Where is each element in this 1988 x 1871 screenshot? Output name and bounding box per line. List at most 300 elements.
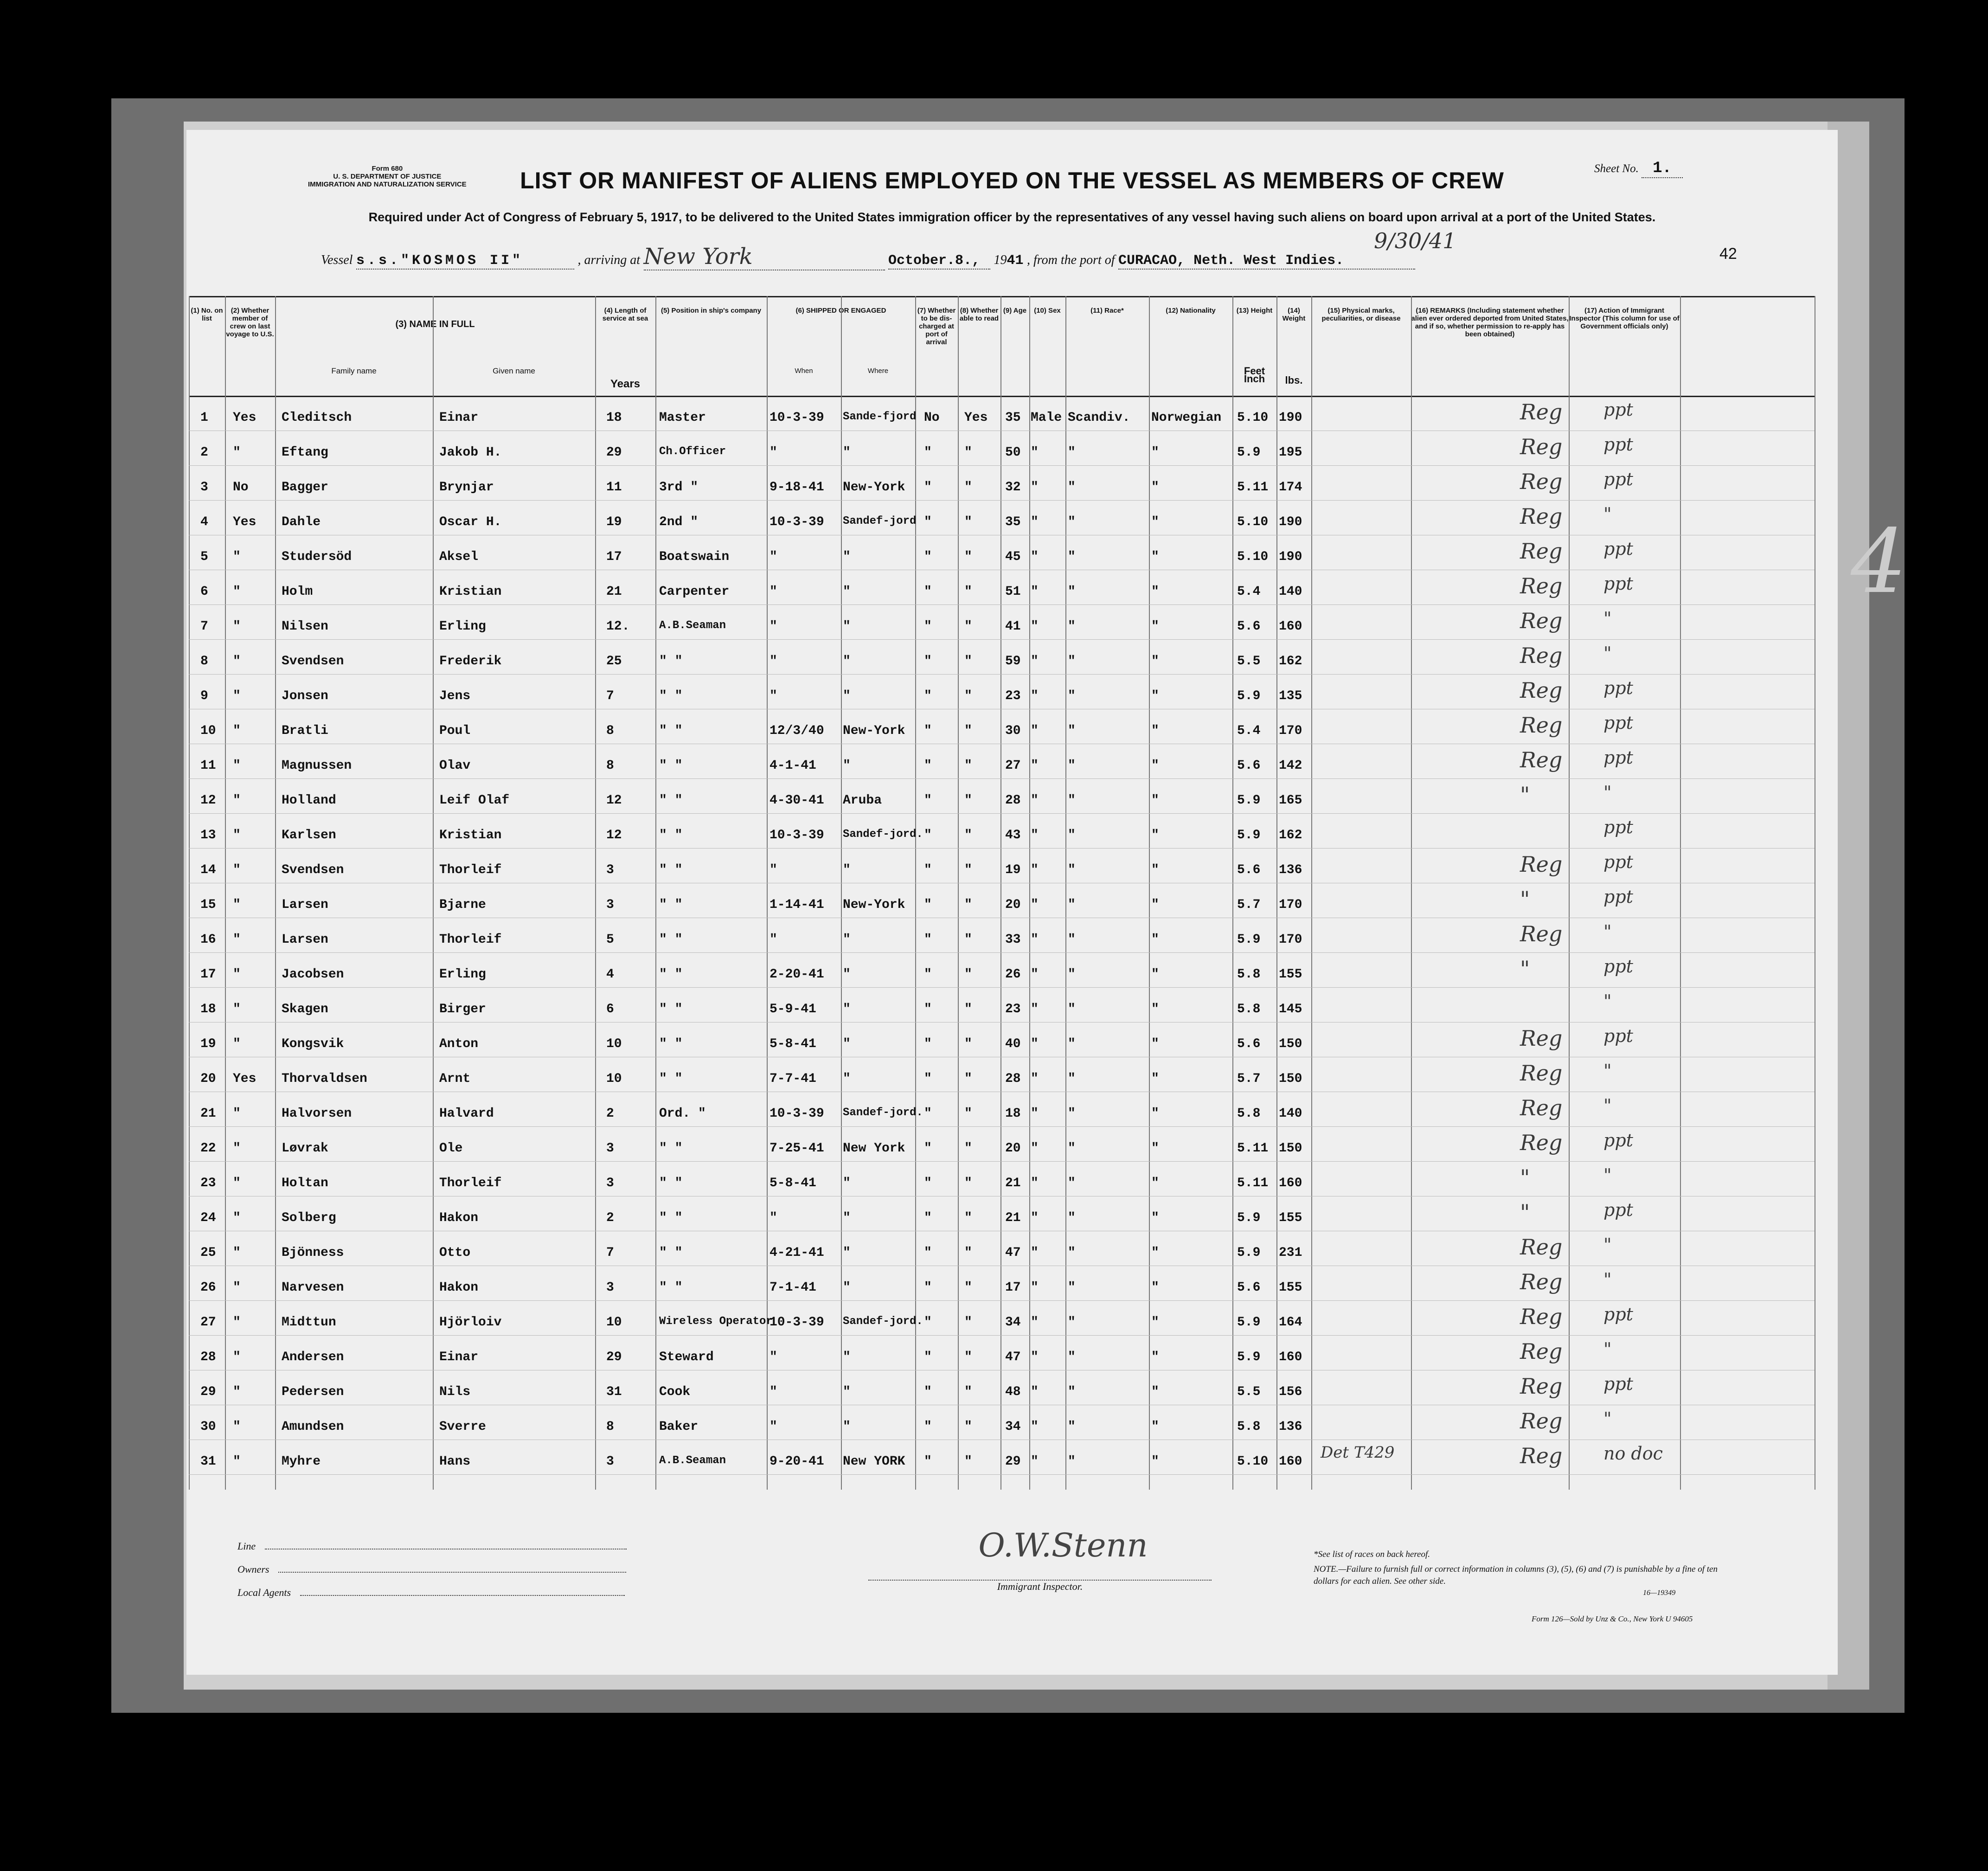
cell-weight: 164 (1279, 1315, 1302, 1330)
agents-field: Local Agents (237, 1587, 625, 1599)
department: U. S. DEPARTMENT OF JUSTICE (333, 173, 442, 180)
cell-given-name: Otto (439, 1246, 471, 1260)
table-row (189, 1300, 1815, 1336)
table-row (189, 1022, 1815, 1057)
cell-years-service: 11 (606, 480, 622, 495)
cell-able-to-read: " (964, 689, 972, 703)
cell-race: " (1068, 1385, 1076, 1399)
cell-weight: 162 (1279, 828, 1302, 842)
cell-height: 5.5 (1237, 654, 1261, 669)
cell-discharged: " (924, 550, 932, 564)
cell-nationality: " (1151, 619, 1159, 634)
cell-years-service: 18 (606, 411, 622, 425)
table-row (189, 1335, 1815, 1370)
cell-race: " (1068, 828, 1076, 842)
cell-shipped-where: " (843, 1385, 851, 1399)
cell-years-service: 31 (606, 1385, 622, 1399)
cell-inspector-action: ppt (1603, 399, 1633, 420)
cell-position: Wireless Operator (659, 1315, 773, 1328)
cell-row-number: 26 (200, 1280, 216, 1295)
cell-shipped-where: " (843, 689, 851, 703)
cell-able-to-read: " (964, 445, 972, 460)
cell-row-number: 31 (200, 1454, 216, 1469)
cell-nationality: " (1151, 1385, 1159, 1399)
cell-shipped-when: 4-1-41 (770, 759, 816, 773)
cell-height: 5.6 (1237, 1037, 1261, 1051)
cell-remarks: " (1520, 887, 1530, 912)
cell-years-service: 21 (606, 585, 622, 599)
cell-family-name: Halvorsen (282, 1106, 352, 1121)
cell-position: " " (659, 759, 683, 773)
table-row (189, 744, 1815, 779)
col-header-where: Where (867, 367, 889, 375)
cell-race: " (1068, 1141, 1076, 1156)
cell-sex: " (1031, 898, 1039, 912)
cell-given-name: Jens (439, 689, 471, 703)
cell-discharged: " (924, 759, 932, 773)
cell-position: Boatswain (659, 550, 730, 564)
cell-position: Cook (659, 1385, 691, 1399)
cell-position: " " (659, 932, 683, 947)
cell-able-to-read: " (964, 828, 972, 842)
cell-weight: 190 (1279, 550, 1302, 564)
cell-family-name: Svendsen (282, 654, 344, 669)
cell-remarks: Reg (1520, 1130, 1563, 1155)
cell-given-name: Ole (439, 1141, 463, 1156)
col-header-shipped: (6) SHIPPED OR ENGAGED (795, 307, 886, 315)
cell-nationality: Norwegian (1151, 411, 1222, 425)
cell-nationality: " (1151, 689, 1159, 703)
cell-nationality: " (1151, 515, 1159, 529)
cell-row-number: 23 (200, 1176, 216, 1190)
cell-previous-voyage: " (233, 1385, 241, 1399)
cell-row-number: 4 (200, 515, 208, 529)
cell-able-to-read: " (964, 480, 972, 495)
cell-row-number: 5 (200, 550, 208, 564)
cell-shipped-where: " (843, 932, 851, 947)
cell-given-name: Hjörloiv (439, 1315, 502, 1330)
cell-inspector-action: ppt (1603, 539, 1633, 559)
cell-family-name: Studersöd (282, 550, 352, 564)
cell-age: 47 (1005, 1350, 1021, 1364)
cell-sex: " (1031, 515, 1039, 529)
cell-nationality: " (1151, 1454, 1159, 1469)
cell-height: 5.9 (1237, 1315, 1261, 1330)
cell-inspector-action: ppt (1603, 747, 1633, 768)
cell-shipped-when: " (770, 1385, 777, 1399)
cell-previous-voyage: " (233, 759, 241, 773)
cell-family-name: Andersen (282, 1350, 344, 1364)
cell-remarks: Reg (1520, 399, 1563, 424)
cell-remarks: Reg (1520, 1374, 1563, 1399)
cell-discharged: " (924, 828, 932, 842)
cell-position: " " (659, 828, 683, 842)
cell-shipped-when: 7-1-41 (770, 1280, 816, 1295)
cell-age: 21 (1005, 1211, 1021, 1225)
cell-shipped-where: " (843, 1072, 851, 1086)
cell-able-to-read: " (964, 1072, 972, 1086)
cell-able-to-read: " (964, 1106, 972, 1121)
cell-shipped-when: 10-3-39 (770, 828, 824, 842)
cell-height: 5.7 (1237, 898, 1261, 912)
cell-age: 28 (1005, 1072, 1021, 1086)
cell-nationality: " (1151, 1002, 1159, 1016)
cell-height: 5.9 (1237, 1246, 1261, 1260)
cell-sex: " (1031, 1385, 1039, 1399)
cell-discharged: " (924, 1002, 932, 1016)
cell-row-number: 8 (200, 654, 208, 669)
cell-remarks: Reg (1520, 921, 1563, 946)
cell-family-name: Karlsen (282, 828, 336, 842)
cell-row-number: 10 (200, 724, 216, 738)
cell-height: 5.10 (1237, 550, 1269, 564)
cell-given-name: Brynjar (439, 480, 494, 495)
cell-shipped-when: " (770, 585, 777, 599)
cell-nationality: " (1151, 1280, 1159, 1295)
cell-previous-voyage: " (233, 828, 241, 842)
cell-able-to-read: " (964, 550, 972, 564)
cell-height: 5.8 (1237, 967, 1261, 982)
table-row (189, 709, 1815, 744)
col-header-remarks: (16) REMARKS (Including statement whether alien ever ordered deported from United States, and if so, whether permission to re-apply has been obtained) (1411, 307, 1569, 338)
table-row (189, 813, 1815, 849)
cell-previous-voyage: " (233, 967, 241, 982)
cell-discharged: " (924, 480, 932, 495)
cell-given-name: Bjarne (439, 898, 486, 912)
cell-age: 20 (1005, 898, 1021, 912)
races-note: *See list of races on back hereof. (1314, 1550, 1430, 1559)
col-header-age: (9) Age (1003, 307, 1027, 315)
cell-previous-voyage: " (233, 1106, 241, 1121)
cell-shipped-where: " (843, 863, 851, 877)
cell-remarks: Reg (1520, 1408, 1563, 1434)
cell-family-name: Thorvaldsen (282, 1072, 367, 1086)
cell-height: 5.11 (1237, 480, 1269, 495)
cell-height: 5.6 (1237, 1280, 1261, 1295)
cell-family-name: Larsen (282, 898, 328, 912)
document-title: LIST OR MANIFEST OF ALIENS EMPLOYED ON THE VESSEL AS MEMBERS OF CREW (520, 167, 1504, 193)
cell-age: 19 (1005, 863, 1021, 877)
table-row (189, 918, 1815, 953)
cell-discharged: No (924, 411, 940, 425)
cell-family-name: Bratli (282, 724, 328, 738)
table-row (189, 952, 1815, 988)
cell-able-to-read: " (964, 724, 972, 738)
cell-race: Scandiv. (1068, 411, 1130, 425)
cell-age: 23 (1005, 1002, 1021, 1016)
table-row (189, 987, 1815, 1022)
cell-race: " (1068, 1350, 1076, 1364)
cell-years-service: 7 (606, 1246, 614, 1260)
cell-race: " (1068, 1420, 1076, 1434)
cell-family-name: Dahle (282, 515, 321, 529)
cell-shipped-when: 12/3/40 (770, 724, 824, 738)
table-row (189, 883, 1815, 918)
cell-given-name: Thorleif (439, 1176, 502, 1190)
cell-shipped-when: " (770, 654, 777, 669)
cell-family-name: Amundsen (282, 1420, 344, 1434)
cell-shipped-where: New YORK (843, 1454, 905, 1469)
cell-given-name: Hakon (439, 1211, 479, 1225)
cell-inspector-action: " (1603, 1234, 1612, 1255)
cell-row-number: 15 (200, 898, 216, 912)
form-number: Form 680 (372, 165, 403, 173)
cell-shipped-when: 10-3-39 (770, 515, 824, 529)
cell-discharged: " (924, 515, 932, 529)
cell-position: Baker (659, 1420, 699, 1434)
cell-remarks: Reg (1520, 1026, 1563, 1051)
cell-shipped-when: " (770, 550, 777, 564)
cell-discharged: " (924, 898, 932, 912)
cell-remarks: Reg (1520, 1234, 1563, 1260)
cell-previous-voyage: " (233, 1176, 241, 1190)
cell-shipped-when: " (770, 1420, 777, 1434)
arriving-at: New York (644, 244, 885, 270)
cell-sex: " (1031, 550, 1039, 564)
cell-position: " " (659, 1246, 683, 1260)
cell-inspector-action: ppt (1603, 573, 1633, 594)
cell-discharged: " (924, 793, 932, 808)
cell-remarks: " (1520, 1200, 1530, 1225)
cell-nationality: " (1151, 967, 1159, 982)
cell-discharged: " (924, 1385, 932, 1399)
cell-discharged: " (924, 689, 932, 703)
cell-sex: " (1031, 759, 1039, 773)
cell-weight: 142 (1279, 759, 1302, 773)
cell-years-service: 12 (606, 793, 622, 808)
cell-remarks: Reg (1520, 643, 1563, 668)
cell-family-name: Pedersen (282, 1385, 344, 1399)
col-header-family-name: Family name (331, 366, 377, 375)
cell-able-to-read: " (964, 759, 972, 773)
cell-previous-voyage: No (233, 480, 249, 495)
cell-weight: 160 (1279, 1454, 1302, 1469)
cell-shipped-when: " (770, 445, 777, 460)
cell-age: 23 (1005, 689, 1021, 703)
cell-years-service: 10 (606, 1315, 622, 1330)
cell-race: " (1068, 932, 1076, 947)
cell-inspector-action: ppt (1603, 678, 1633, 698)
cell-row-number: 18 (200, 1002, 216, 1016)
cell-height: 5.5 (1237, 1385, 1261, 1399)
cell-age: 28 (1005, 793, 1021, 808)
cell-row-number: 22 (200, 1141, 216, 1156)
cell-nationality: " (1151, 793, 1159, 808)
col-header-height: (13) Height (1236, 307, 1273, 315)
cell-race: " (1068, 654, 1076, 669)
cell-height: 5.7 (1237, 1072, 1261, 1086)
cell-physical-marks: Det T429 (1321, 1443, 1395, 1462)
cell-family-name: Løvrak (282, 1141, 328, 1156)
cell-position: " " (659, 898, 683, 912)
cell-able-to-read: " (964, 1176, 972, 1190)
cell-race: " (1068, 1211, 1076, 1225)
cell-race: " (1068, 1106, 1076, 1121)
cell-nationality: " (1151, 1037, 1159, 1051)
cell-position: " " (659, 967, 683, 982)
col-header-previous-voyage: (2) Whether member of crew on last voyage to U.S. (226, 307, 274, 338)
cell-years-service: 6 (606, 1002, 614, 1016)
cell-inspector-action: ppt (1603, 434, 1633, 455)
cell-nationality: " (1151, 1106, 1159, 1121)
cell-given-name: Erling (439, 619, 486, 634)
cell-shipped-where: " (843, 967, 851, 982)
cell-position: Master (659, 411, 706, 425)
cell-shipped-where: " (843, 1002, 851, 1016)
cell-nationality: " (1151, 654, 1159, 669)
cell-age: 32 (1005, 480, 1021, 495)
cell-age: 43 (1005, 828, 1021, 842)
cell-shipped-where: " (843, 759, 851, 773)
table-row (189, 396, 1815, 431)
col-header-weight: (14) Weight (1282, 307, 1306, 322)
cell-position: " " (659, 1141, 683, 1156)
cell-previous-voyage: " (233, 793, 241, 808)
cell-able-to-read: " (964, 1385, 972, 1399)
table-row (189, 535, 1815, 570)
cell-able-to-read: " (964, 1315, 972, 1330)
col-header-discharged: (7) Whether to be dis-charged at port of arrival (917, 307, 956, 346)
cell-previous-voyage: " (233, 619, 241, 634)
col-header-given-name: Given name (493, 366, 535, 375)
cell-given-name: Olav (439, 759, 471, 773)
cell-able-to-read: Yes (964, 411, 988, 425)
col-header-action: (17) Action of Immigrant Inspector (This column for use of Government officials only) (1569, 307, 1680, 330)
cell-previous-voyage: " (233, 1420, 241, 1434)
cell-age: 59 (1005, 654, 1021, 669)
cell-sex: " (1031, 619, 1039, 634)
table-row (189, 1057, 1815, 1092)
table-row (189, 500, 1815, 535)
cell-shipped-when: 7-25-41 (770, 1141, 824, 1156)
document-subtitle: Required under Act of Congress of February 5, 1917, to be delivered to the United States immigration officer by the representatives of any vessel having such aliens on board upon arrival at a port of the United States. (368, 210, 1656, 224)
col-header-position: (5) Position in ship's company (661, 307, 762, 315)
cell-inspector-action: " (1603, 1408, 1612, 1429)
table-row (189, 639, 1815, 675)
cell-race: " (1068, 619, 1076, 634)
cell-given-name: Hans (439, 1454, 471, 1469)
cell-previous-voyage: " (233, 1037, 241, 1051)
cell-nationality: " (1151, 1072, 1159, 1086)
cell-family-name: Myhre (282, 1454, 321, 1469)
cell-nationality: " (1151, 828, 1159, 842)
cell-family-name: Holtan (282, 1176, 328, 1190)
cell-nationality: " (1151, 1211, 1159, 1225)
cell-inspector-action: ppt (1603, 1026, 1633, 1046)
cell-sex: " (1031, 1350, 1039, 1364)
cell-sex: " (1031, 932, 1039, 947)
cell-sex: " (1031, 967, 1039, 982)
cell-years-service: 8 (606, 759, 614, 773)
cell-row-number: 13 (200, 828, 216, 842)
departure-port: CURACAO, Neth. West Indies. (1118, 253, 1415, 270)
cell-able-to-read: " (964, 1002, 972, 1016)
cell-discharged: " (924, 585, 932, 599)
cell-row-number: 2 (200, 445, 208, 460)
cell-row-number: 6 (200, 585, 208, 599)
cell-shipped-where: New York (843, 1141, 905, 1156)
cell-age: 34 (1005, 1420, 1021, 1434)
cell-age: 45 (1005, 550, 1021, 564)
cell-sex: " (1031, 1037, 1039, 1051)
cell-shipped-where: Sande-fjord (843, 411, 917, 423)
cell-inspector-action: ppt (1603, 852, 1633, 872)
col-header-physical: (15) Physical marks, peculiarities, or disease (1321, 307, 1401, 322)
vessel-line: Vessel s.s."KOSMOS II" , arriving at New York October.8., 1941 , from the port of CURACAO, Neth. West Indies. (321, 244, 1415, 270)
cell-height: 5.4 (1237, 585, 1261, 599)
cell-race: " (1068, 967, 1076, 982)
cell-height: 5.6 (1237, 619, 1261, 634)
cell-race: " (1068, 1037, 1076, 1051)
cell-race: " (1068, 793, 1076, 808)
cell-years-service: 3 (606, 1176, 614, 1190)
cell-previous-voyage: " (233, 724, 241, 738)
cell-sex: " (1031, 1072, 1039, 1086)
cell-sex: Male (1031, 411, 1062, 425)
cell-years-service: 10 (606, 1037, 622, 1051)
cell-sex: " (1031, 1002, 1039, 1016)
cell-age: 20 (1005, 1141, 1021, 1156)
cell-previous-voyage: " (233, 550, 241, 564)
cell-position: " " (659, 724, 683, 738)
cell-discharged: " (924, 1176, 932, 1190)
cell-given-name: Hakon (439, 1280, 479, 1295)
cell-height: 5.9 (1237, 445, 1261, 460)
cell-race: " (1068, 898, 1076, 912)
cell-shipped-when: " (770, 863, 777, 877)
cell-discharged: " (924, 1072, 932, 1086)
cell-discharged: " (924, 932, 932, 947)
cell-height: 5.9 (1237, 1211, 1261, 1225)
cell-inspector-action: " (1603, 1165, 1612, 1185)
arrival-year: 41 (1007, 253, 1024, 269)
cell-previous-voyage: " (233, 1454, 241, 1469)
cell-shipped-when: " (770, 1350, 777, 1364)
cell-nationality: " (1151, 724, 1159, 738)
cell-weight: 162 (1279, 654, 1302, 669)
cell-able-to-read: " (964, 1454, 972, 1469)
cell-remarks: Reg (1520, 539, 1563, 564)
cell-row-number: 3 (200, 480, 208, 495)
cell-age: 34 (1005, 1315, 1021, 1330)
cell-weight: 136 (1279, 863, 1302, 877)
cell-remarks: Reg (1520, 747, 1563, 772)
cell-remarks: Reg (1520, 608, 1563, 633)
cell-given-name: Birger (439, 1002, 486, 1016)
cell-shipped-where: " (843, 1176, 851, 1190)
cell-able-to-read: " (964, 793, 972, 808)
cell-row-number: 27 (200, 1315, 216, 1330)
cell-position: " " (659, 654, 683, 669)
cell-height: 5.8 (1237, 1002, 1261, 1016)
cell-years-service: 12. (606, 619, 630, 634)
cell-row-number: 28 (200, 1350, 216, 1364)
cell-inspector-action: " (1603, 921, 1612, 942)
cell-shipped-when: 7-7-41 (770, 1072, 816, 1086)
service: IMMIGRATION AND NATURALIZATION SERVICE (308, 180, 467, 188)
cell-position: A.B.Seaman (659, 619, 726, 632)
cell-shipped-where: New-York (843, 724, 905, 738)
cell-given-name: Nils (439, 1385, 471, 1399)
cell-race: " (1068, 480, 1076, 495)
cell-sex: " (1031, 793, 1039, 808)
cell-years-service: 5 (606, 932, 614, 947)
cell-row-number: 25 (200, 1246, 216, 1260)
cell-height: 5.9 (1237, 793, 1261, 808)
cell-age: 21 (1005, 1176, 1021, 1190)
cell-sex: " (1031, 445, 1039, 460)
cell-nationality: " (1151, 1315, 1159, 1330)
